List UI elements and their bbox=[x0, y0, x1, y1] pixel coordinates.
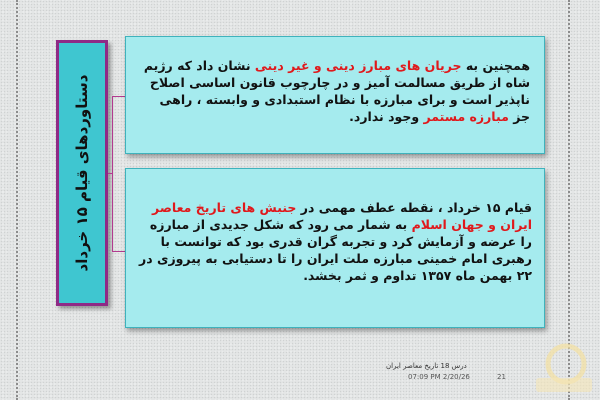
connector-bracket bbox=[112, 96, 126, 252]
box1-highlight-2: مبارزه مستمر bbox=[423, 109, 509, 124]
box2-text-2: به شمار می رود که شکل جدیدی از مبارزه را عرضه و آزمایش کرد و تجربه گران قدری بود که توانست با رهبری امام خمینی مبارزه ملت ایران را تا دستیابی به پیروزی در ۲۲ بهمن ماه ۱۳۵۷ تداوم و ثمر بخشد. bbox=[139, 217, 532, 283]
box1-text-2: نشان داد که رژیم شاه از طریق مسالمت آمیز و در چارچوب قانون اساسی اصلاح ناپذیر است و برای مبارزه با نظام استبدادی و وابسته ، راهی جز bbox=[143, 58, 530, 124]
footer-course-label: درس 18 تاریخ معاصر ایران bbox=[386, 362, 467, 370]
connector-stub bbox=[108, 173, 112, 174]
box1-text-1: همچنین به bbox=[461, 58, 530, 73]
box2-text-1: قیام ۱۵ خرداد ، نقطه عطف مهمی در bbox=[296, 200, 532, 215]
box1-highlight-1: جریان های مبارز دینی و غیر دینی bbox=[254, 58, 462, 73]
content-box-2 bbox=[125, 168, 545, 328]
box2-highlight-1: جنبش های تاریخ معاصر ایران و جهان اسلام bbox=[152, 200, 532, 232]
footer-page-number: 21 bbox=[497, 373, 506, 381]
dotted-border-left bbox=[16, 0, 18, 400]
footer-datetime: 07:09 PM 2/20/26 bbox=[408, 373, 470, 381]
watermark-logo-icon bbox=[528, 338, 598, 398]
content-box-1 bbox=[125, 36, 545, 154]
sidebar-title-box bbox=[56, 40, 108, 306]
box1-text-3: وجود ندارد. bbox=[349, 109, 424, 124]
sidebar-title: دستاوردهای قیام ۱۵ خرداد bbox=[73, 74, 91, 272]
